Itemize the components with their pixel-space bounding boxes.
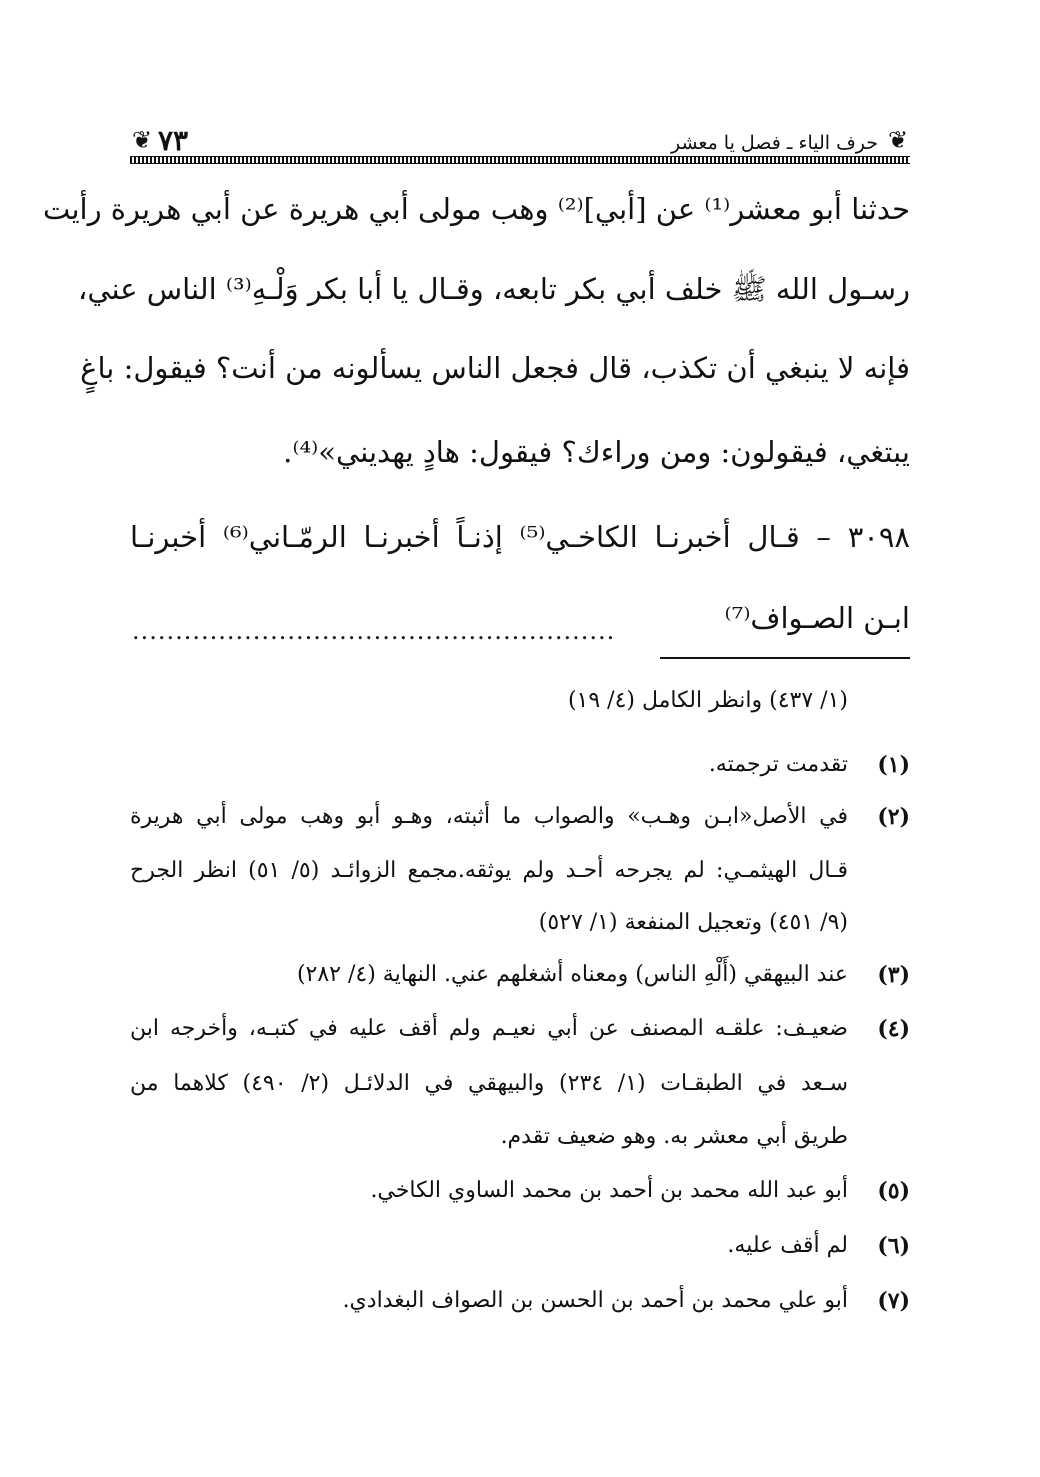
page-header bbox=[130, 120, 910, 166]
footnote-text: (٩/ ٤٥١) وتعجيل المنفعة (١/ ٥٢٧) bbox=[538, 910, 848, 935]
footnote-number: (١) bbox=[877, 752, 910, 778]
body-line: يبتغي، فيقولون: ومن وراءك؟ فيقول: هادٍ يهديني»⁽⁴⁾. bbox=[283, 435, 910, 469]
footnote-text: عند البيهقي (أَلْهِ الناس) ومعناه أشغلهم عني. النهاية (٤/ ٢٨٢) bbox=[296, 962, 848, 987]
header-ornamental-border bbox=[130, 156, 910, 164]
running-title: حرف الياء ـ فصل يا معشر bbox=[670, 132, 878, 154]
footnote-text: أبو عبد الله محمد بن أحمد بن محمد الساوي الكاخي. bbox=[370, 1178, 848, 1203]
footnote-text: أبو علي محمد بن أحمد بن الحسن بن الصواف البغدادي. bbox=[342, 1288, 848, 1313]
body-line: ابـن الصـواف⁽⁷⁾ bbox=[724, 601, 910, 635]
footnote-number: (٢) bbox=[877, 804, 910, 830]
footnote-text: ضعيـف: علقـه المصنف عن أبي نعيـم ولم أقف عليه في كتبـه، وأخرجه ابن bbox=[130, 1016, 848, 1041]
footnote-text: سـعد في الطبقـات (١/ ٢٣٤) والبيهقي في الدلائـل (٢/ ٤٩٠) كلاهما من bbox=[130, 1071, 848, 1096]
body-line: فإنه لا ينبغي أن تكذب، قال فجعل الناس يسألونه من أنت؟ فيقول: باغٍ bbox=[80, 351, 910, 385]
footnote-text: قـال الهيثمـي: لم يجرحه أحـد ولم يوثقه.مجمع الزوائـد (٥/ ٥١) انظر الجرح bbox=[130, 858, 849, 883]
footnote-number: (٦) bbox=[877, 1233, 910, 1259]
footnote-number: (٤) bbox=[877, 1016, 910, 1042]
page-number: ٧٣ bbox=[158, 124, 189, 157]
footnote-number: (٧) bbox=[877, 1288, 910, 1314]
footnote-number: (٣) bbox=[877, 962, 910, 988]
footnote-separator bbox=[660, 657, 910, 659]
hadith-number-line: ٣٠٩٨ – قـال أخبرنـا الكاخـي⁽⁵⁾ إذنـاً أخبرنـا الرمّـاني⁽⁶⁾ أخبرنـا bbox=[130, 520, 910, 554]
body-line: حدثنا أبو معشر⁽¹⁾ عن [أبي]⁽²⁾ وهب مولى أبي هريرة عن أبي هريرة رأيت bbox=[42, 192, 910, 226]
continuation-dots: ........................................................ bbox=[132, 617, 616, 645]
footnote-text: طريق أبي معشر به. وهو ضعيف تقدم. bbox=[500, 1124, 848, 1149]
ornament-icon: ❦ bbox=[131, 126, 153, 154]
footnote-number: (٥) bbox=[877, 1178, 910, 1204]
footnote-text: لم أقف عليه. bbox=[727, 1233, 848, 1258]
ornament-icon: ❦ bbox=[887, 126, 909, 154]
body-line: رسـول الله ﷺ خلف أبي بكر تابعه، وقـال يا أبا بكر وَلْـهِ⁽³⁾ الناس عني، bbox=[77, 272, 910, 306]
footnote-text: في الأصل«ابـن وهـب» والصواب ما أثبته، وهـو أبو وهب مولى أبي هريرة bbox=[130, 804, 848, 829]
footnote-text: (١/ ٤٣٧) وانظر الكامل (٤/ ١٩) bbox=[567, 688, 848, 713]
footnote-text: تقدمت ترجمته. bbox=[708, 752, 848, 777]
